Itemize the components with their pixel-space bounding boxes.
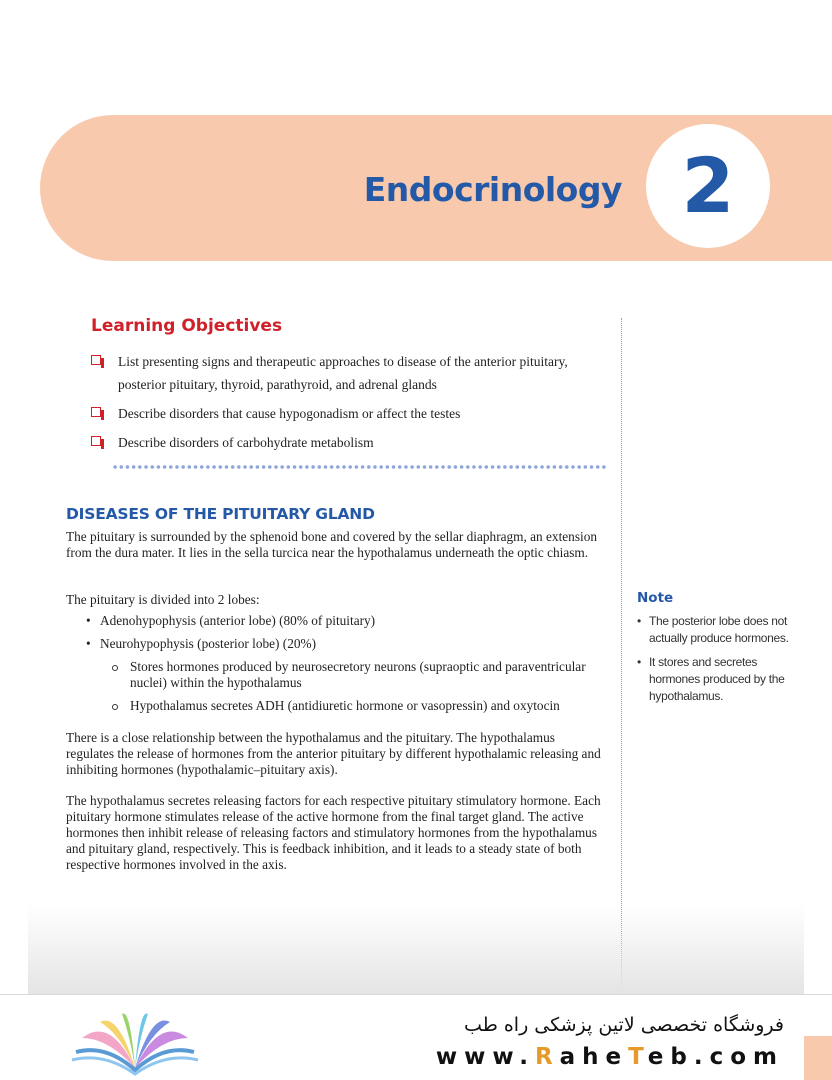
paragraph-feedback: The hypothalamus secretes releasing factors for each respective pituitary stimulatory hormone. Each pituitary hormone stimulates release of the active hormone from the final target gland. The active hormones then inhibit release of releasing factors and stimulatory hormones from the hypothalamus and pituitary gland, respectively. This is feedback inhibition, and it leads to a steady state of both respective hormones involved in the axis. <box>66 793 601 872</box>
objective-item <box>91 350 611 396</box>
checkbox-icon <box>91 436 101 446</box>
learning-objectives-list <box>91 350 611 460</box>
note-title: Note <box>637 590 674 606</box>
page-bottom-shadow <box>28 905 804 995</box>
objective-text: List presenting signs and therapeutic approaches to disease of the anterior pituitary, posterior pituitary, thyroid, parathyroid, and adrenal glands <box>118 354 568 392</box>
section-heading: DISEASES OF THE PITUITARY GLAND <box>66 505 375 523</box>
chapter-title: Endocrinology <box>363 170 622 209</box>
chapter-number: 2 <box>681 141 735 230</box>
dotted-separator <box>112 464 608 470</box>
sub-list-item: Stores hormones produced by neurosecretory neurons (supraoptic and paraventricular nuclei) within the hypothalamus <box>100 659 606 691</box>
store-tagline: فروشگاه تخصصی لاتین پزشکی راه طب <box>464 1014 784 1036</box>
checkbox-icon <box>91 407 101 417</box>
url-accent-r: R <box>534 1044 560 1070</box>
url-prefix: www. <box>435 1044 535 1070</box>
footer-divider <box>0 994 832 995</box>
note-item: • The posterior lobe does not actually produce hormones. <box>637 613 797 647</box>
objective-text: Describe disorders of carbohydrate metabolism <box>118 435 374 450</box>
paragraph-relationship: There is a close relationship between the hypothalamus and the pituitary. The hypothalamus regulates the release of hormones from the anterior pituitary by different hypothalamic releasing and inhibiting hormones (hypothalamic–pituitary axis). <box>66 730 601 777</box>
book-logo-icon <box>70 1008 200 1076</box>
checkbox-icon <box>91 355 101 365</box>
note-item: • It stores and secretes hormones produced by the hypothalamus. <box>637 654 797 705</box>
learning-objectives-heading: Learning Objectives <box>91 316 283 336</box>
corner-tab <box>804 1036 832 1080</box>
list-item: • Adenohypophysis (anterior lobe) (80% of pituitary) <box>86 613 606 629</box>
note-list <box>637 613 797 712</box>
paragraph-lobes: The pituitary is divided into 2 lobes: <box>66 592 260 607</box>
url-mid: ahe <box>559 1044 629 1070</box>
list-item <box>86 636 606 714</box>
objective-item <box>91 431 611 454</box>
objective-item <box>91 402 611 425</box>
url-end: eb.com <box>647 1044 784 1070</box>
lobes-list <box>86 613 606 721</box>
objective-text: Describe disorders that cause hypogonadism or affect the testes <box>118 406 461 421</box>
sub-list-item: Hypothalamus secretes ADH (antidiuretic hormone or vasopressin) and oxytocin <box>100 698 606 714</box>
list-item-text: Neurohypophysis (posterior lobe) (20%) <box>100 636 317 651</box>
chapter-number-badge <box>646 124 770 248</box>
column-divider <box>621 318 622 990</box>
website-url[interactable] <box>436 1044 784 1070</box>
paragraph-intro: The pituitary is surrounded by the sphenoid bone and covered by the sellar diaphragm, an extension from the dura mater. It lies in the sella turcica near the hypothalamus underneath the optic chiasm. <box>66 529 597 560</box>
url-accent-t: T <box>628 1044 648 1070</box>
